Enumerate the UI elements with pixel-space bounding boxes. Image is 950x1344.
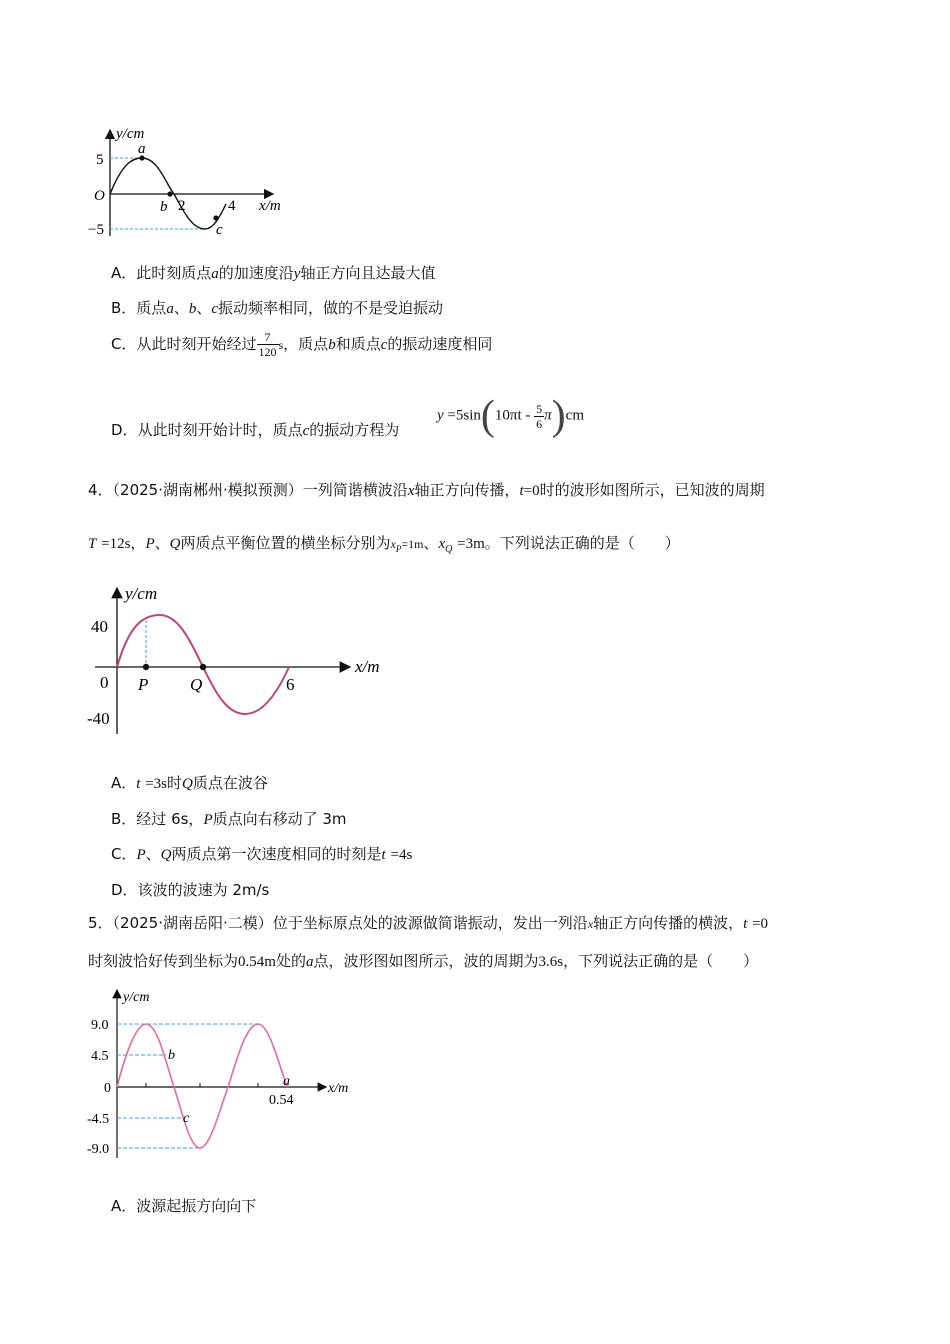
point-c <box>213 215 218 220</box>
x-tick-0.54: 0.54 <box>269 1093 294 1108</box>
point-q <box>200 664 206 670</box>
label-b: b <box>160 199 168 215</box>
y-label: y/cm <box>116 126 145 142</box>
q4-stem-line1: 4．（2025·湖南郴州·模拟预测）一列简谐横波沿x轴正方向传播，t=0时的波形如图所示，已知波的周期 <box>88 481 765 499</box>
y-tick-40: 40 <box>91 617 108 636</box>
q3-d-equation: y =5sin(10πt - $\frac{5}{6}$ π)cm <box>437 393 584 439</box>
y-label: y/cm <box>123 990 150 1005</box>
origin-label: 0 <box>100 673 109 692</box>
y-tick-0: 0 <box>104 1081 111 1096</box>
q3-option-c[interactable]: C．从此时刻开始经过 $\frac{7}{120}$ s，质点b和质点c的振动速度相同 <box>111 330 493 359</box>
q4-wave-figure <box>85 582 395 742</box>
x-tick-4: 4 <box>228 198 236 214</box>
x-label: x/m <box>355 657 380 676</box>
y-tick-neg9: -9.0 <box>87 1142 110 1157</box>
label-q: Q <box>190 675 203 694</box>
label-c: c <box>216 222 223 238</box>
q5-option-a[interactable]: A．波源起振方向向下 <box>111 1197 257 1215</box>
label-a: a <box>283 1074 290 1089</box>
y-tick-5: 5 <box>96 152 104 168</box>
x-tick-6: 6 <box>286 675 295 694</box>
y-tick-neg5: −5 <box>88 222 104 238</box>
q5-stem-line1: 5．（2025·湖南岳阳·二模）位于坐标原点处的波源做简谐振动，发出一列沿x轴正方向传播的横波，t =0 <box>88 914 769 932</box>
q5-wave-figure <box>86 984 366 1166</box>
q3-option-a[interactable]: A．此时刻质点a的加速度沿y轴正方向且达最大值 <box>111 264 436 282</box>
wave-curve <box>117 1024 287 1148</box>
label-c: c <box>183 1111 190 1126</box>
label-b: b <box>168 1048 175 1063</box>
y-label: y/cm <box>125 584 158 603</box>
q4-option-d[interactable]: D．该波的波速为 2m/s <box>111 881 270 899</box>
q4-option-a[interactable]: A．t =3s时Q质点在波谷 <box>111 774 268 792</box>
q3-wave-figure <box>88 124 298 244</box>
q3-option-d[interactable]: D．从此时刻开始计时，质点c的振动方程为 <box>111 421 400 439</box>
x-tick-2: 2 <box>178 198 186 214</box>
label-a: a <box>138 141 146 157</box>
y-tick-9: 9.0 <box>91 1018 109 1033</box>
q4-option-c[interactable]: C．P、Q两质点第一次速度相同的时刻是t =4s <box>111 845 413 863</box>
label-p: P <box>138 675 149 694</box>
y-tick-4.5: 4.5 <box>91 1049 109 1064</box>
x-label: x/m <box>259 198 281 214</box>
y-tick-neg40: -40 <box>87 709 110 728</box>
q3-option-b[interactable]: B．质点a、b、c振动频率相同，做的不是受迫振动 <box>111 299 444 317</box>
point-b <box>167 191 172 196</box>
point-p <box>143 664 149 670</box>
q4-stem-line2: T =12s，P、Q两质点平衡位置的横坐标分别为$x_P=1m$、$x_Q =3m$。下列说法正确的是（ ） <box>88 534 680 555</box>
x-label: x/m <box>328 1081 349 1096</box>
q5-stem-line2: 时刻波恰好传到坐标为0.54m处的a点，波形图如图所示，波的周期为3.6s，下列说法正确的是（ ） <box>88 952 759 970</box>
q4-option-b[interactable]: B．经过 6s，P质点向右移动了 3m <box>111 810 347 828</box>
origin-label: O <box>94 188 105 204</box>
y-tick-neg4.5: -4.5 <box>87 1112 110 1127</box>
